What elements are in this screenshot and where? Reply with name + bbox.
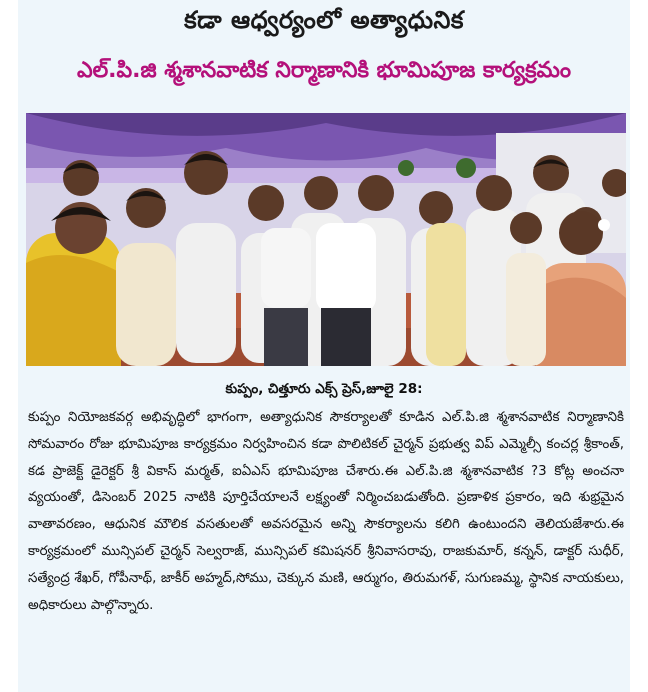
headline-line-1: కడా ఆధ్వర్యంలో అత్యాధునిక	[184, 6, 464, 34]
article-paragraph: కుప్పం నియోజకవర్గ అభివృద్ధిలో భాగంగా, అత్యాధునిక సౌకర్యాలతో కూడిన ఎల్.పి.జి శ్మశానవాటిక నిర్మాణానికి సోమవారం రోజు భూమిపూజ కార్యక్రమం నిర్వహించిన కడా పొలిటికల్ చైర్మన్ ప్రభుత్వ విప్ ఎమ్మెల్సీ కంచర్ల శ్రీకాంత్, కడ ప్రాజెక్ట్ డైరెక్టర్ శ్రీ వికాస్ మర్మత్, ఐఏఎస్ భూమిపూజ చేశారు.ఈ ఎల్.పి.జి శ్మశానవాటిక ?3 కోట్ల అంచనా వ్యయంతో, డిసెంబర్ 2025 నాటికి పూర్తిచేయాలనే లక్ష్యంతో నిర్మించబడుతోంది. ప్రణాళిక ప్రకారం, ఇది శుభ్రమైన వాతావరణం, ఆధునిక మౌలిక వసతులతో అవసరమైన అన్ని సౌకర్యాలను కలిగి ఉంటుందని తెలియజేశారు.ఈ కార్యక్రమంలో మున్సిపల్ చైర్మన్ సెల్వరాజ్, మున్సిపల్ కమిషనర్ శ్రీనివాసరావు, రాజకుమార్, కన్నన్, డాక్టర్ సుధీర్, సత్యేంద్ర శేఖర్, గోపీనాథ్, జాకీర్ అహ్మద్,సోము, చెక్కున మణి, ఆర్ముగం, తిరుమగళ్, సుగుణమ్మ, స్థానిక నాయకులు, అధికారులు పాల్గొన్నారు.	[28, 410, 624, 613]
headline-line-2: ఎల్.పి.జి శ్మశానవాటిక నిర్మాణానికి భూమిపూజ కార్యక్రమం	[76, 58, 572, 83]
article-body	[28, 405, 624, 619]
newspaper-clipping	[18, 0, 630, 692]
news-photo	[26, 113, 626, 366]
dateline: కుప్పం, చిత్తూరు ఎక్స్ ప్రెస్,జూలై 28:	[225, 381, 423, 397]
